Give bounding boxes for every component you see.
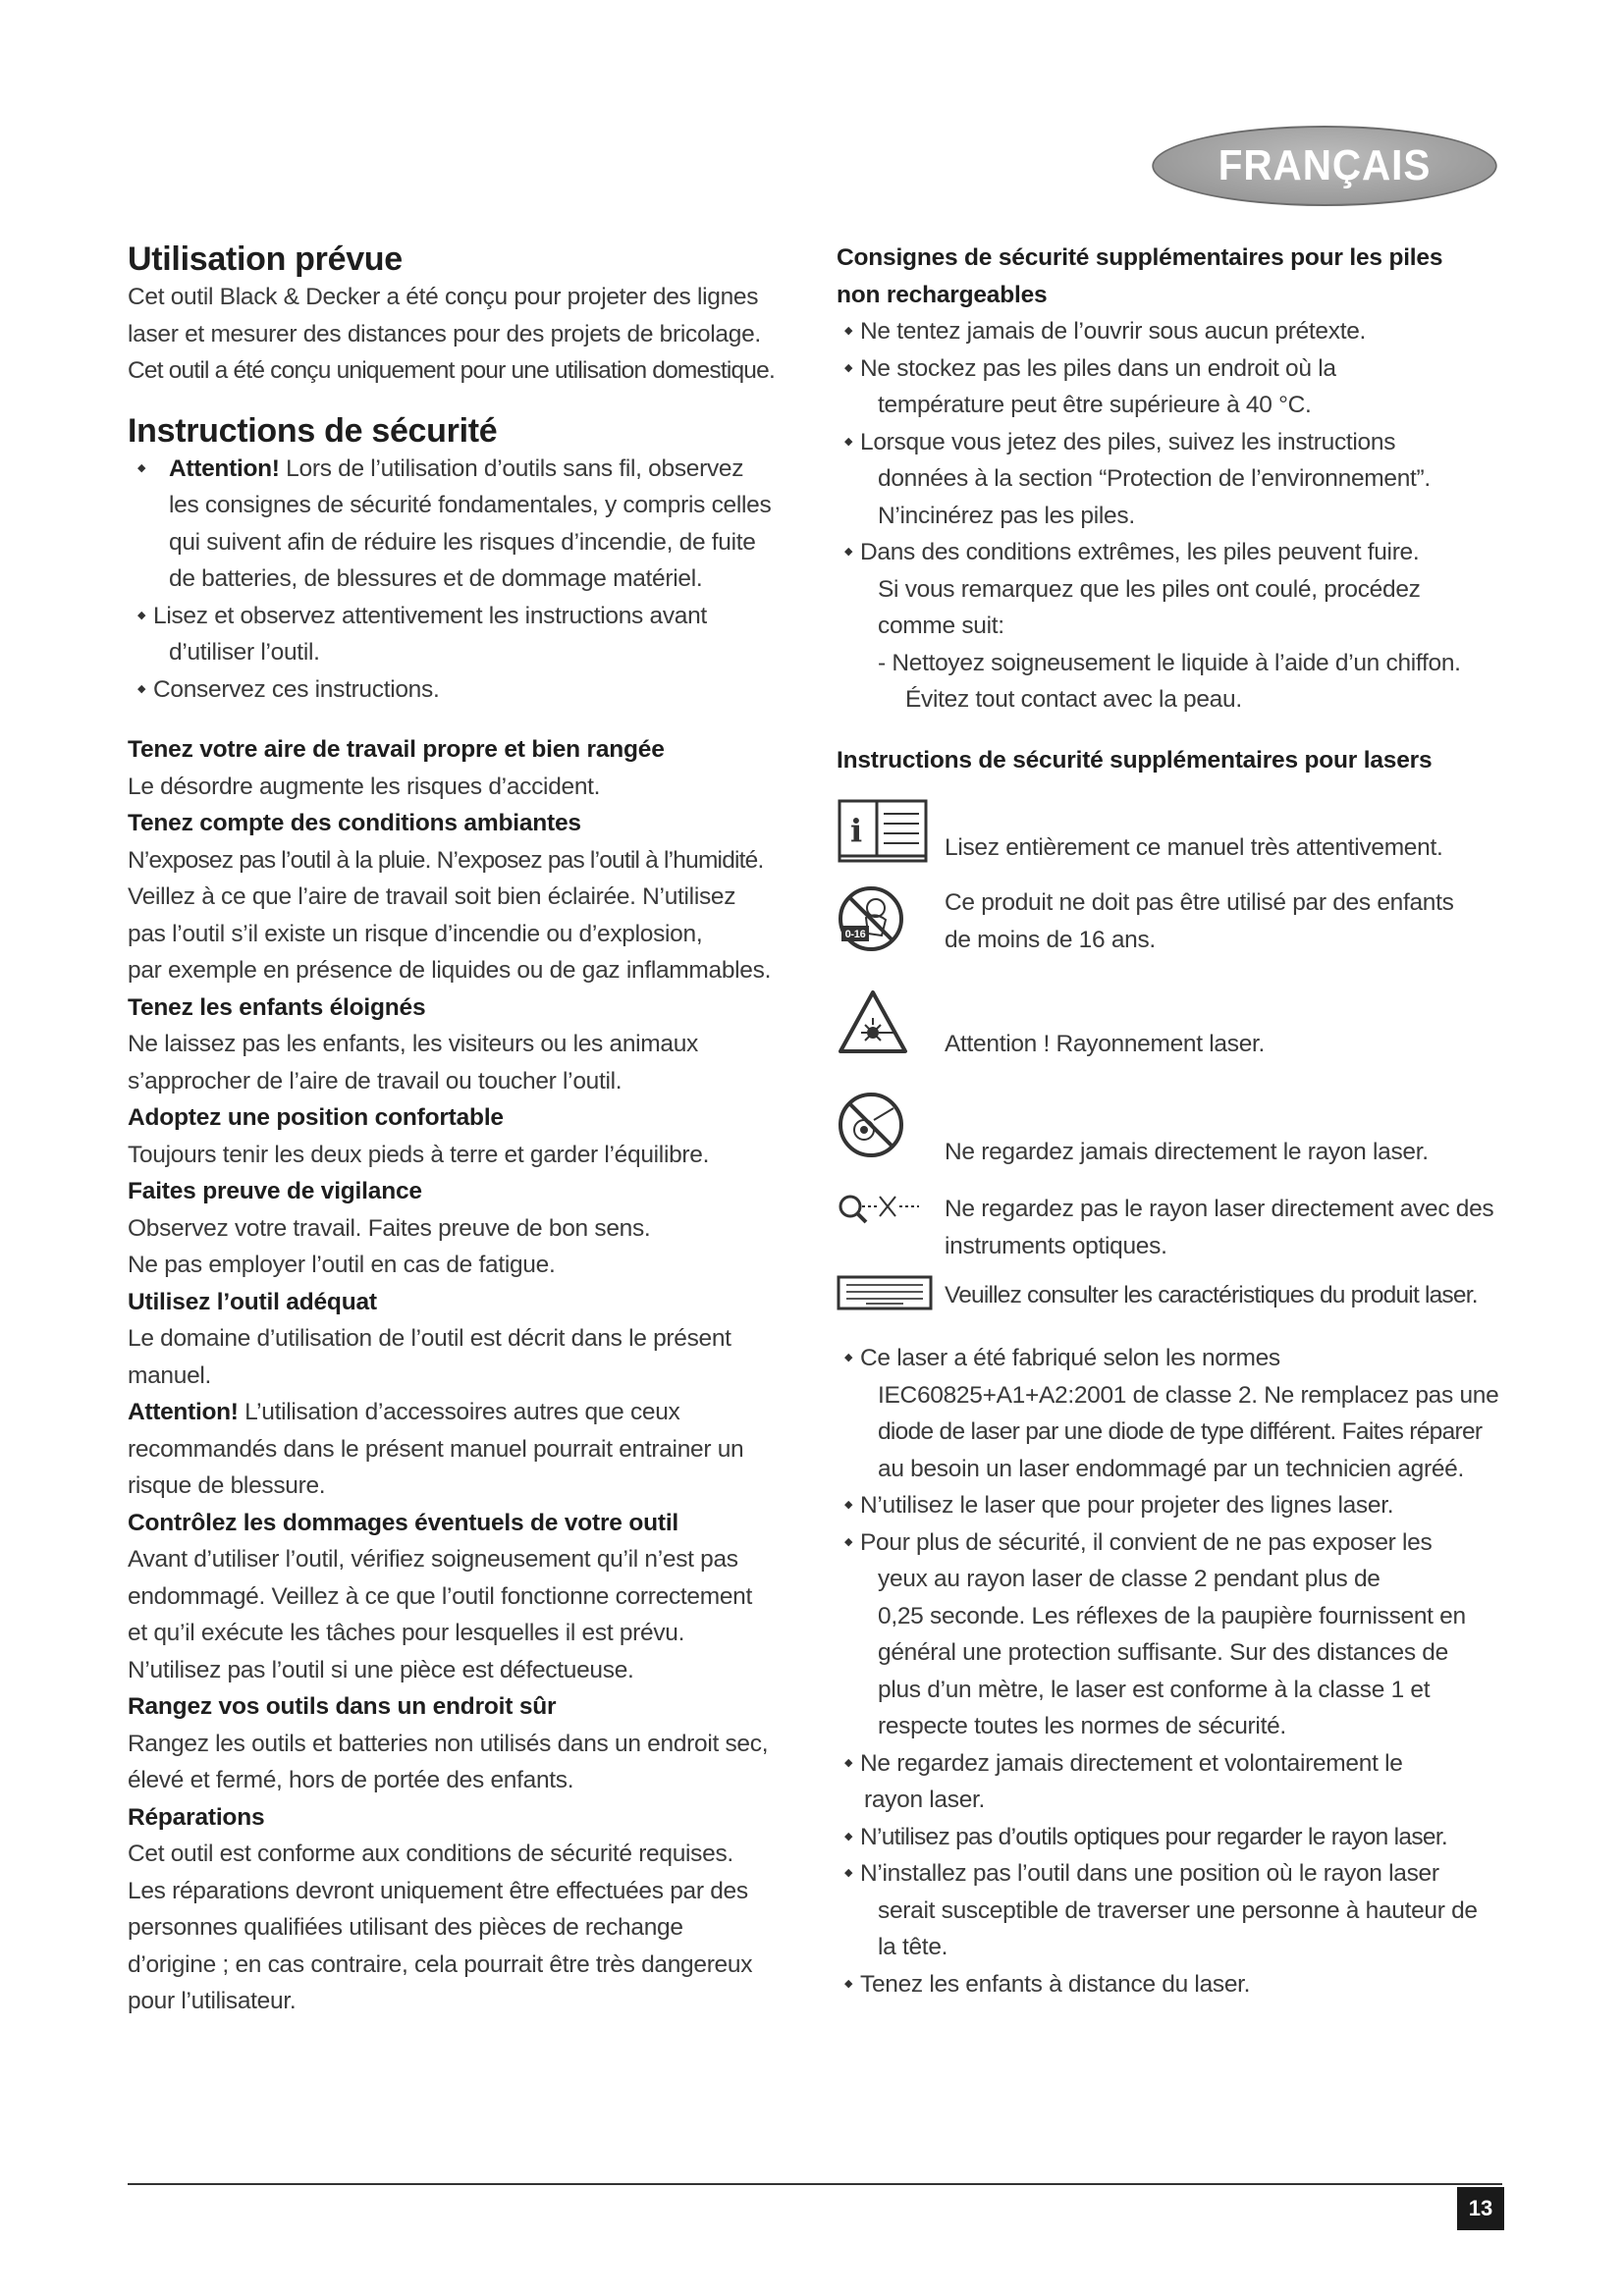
- section-line: s’approcher de l’aire de travail ou toucher l’outil.: [128, 1067, 623, 1095]
- battery-dash: - Nettoyez soigneusement le liquide à l’aide d’un chiffon.: [878, 649, 1461, 676]
- laser-cont: rayon laser.: [864, 1787, 986, 1813]
- section-line: endommagé. Veillez à ce que l’outil fonctionne correctement: [128, 1582, 753, 1610]
- section-line: recommandés dans le présent manuel pourrait entrainer un: [128, 1435, 744, 1463]
- section-line: N’exposez pas l’outil à la pluie. N’exposez pas l’outil à l’humidité.: [128, 846, 764, 874]
- safety-warning-item: [128, 451, 795, 488]
- battery-cont: données à la section “Protection de l’environnement”.: [878, 465, 1431, 492]
- keep-instructions-item: [137, 671, 795, 709]
- symbol-text: [945, 1191, 1504, 1264]
- warning-cont: de batteries, de blessures et de dommage matériel.: [169, 565, 703, 592]
- symbol-text: Ne regardez jamais directement le rayon laser.: [945, 1139, 1429, 1165]
- symbol-text: Attention ! Rayonnement laser.: [945, 1031, 1266, 1057]
- symbol-row-optics: [837, 1191, 1504, 1259]
- laser-bullet: [844, 1855, 1504, 1893]
- warning-text: Lors de l’utilisation d’outils sans fil, observez: [279, 454, 744, 482]
- battery-bullet-text: Ne stockez pas les piles dans un endroit où la: [860, 354, 1336, 382]
- battery-bullet: [844, 534, 1504, 571]
- battery-cont: Si vous remarquez que les piles ont coulé, procédez: [878, 575, 1421, 603]
- section-title: Tenez compte des conditions ambiantes: [128, 810, 581, 836]
- symbol-text-line: instruments optiques.: [945, 1232, 1167, 1259]
- symbol-row-manual: [837, 798, 1504, 871]
- section-line: et qu’il exécute les tâches pour lesquelles il est prévu.: [128, 1620, 685, 1646]
- footer-rule: [128, 2183, 1502, 2185]
- section-line: Le désordre augmente les risques d’accident.: [128, 773, 601, 800]
- section-line: élevé et fermé, hors de portée des enfants.: [128, 1767, 574, 1793]
- section-line: N’utilisez pas l’outil si une pièce est défectueuse.: [128, 1656, 634, 1683]
- accessory-warning-label: Attention!: [128, 1399, 239, 1425]
- section-line: Ne pas employer l’outil en cas de fatigue.: [128, 1252, 556, 1278]
- right-column: [837, 240, 1504, 2002]
- laser-cont: diode de laser par une diode de type différent. Faites réparer: [878, 1418, 1483, 1445]
- laser-title: Instructions de sécurité supplémentaires pour lasers: [837, 746, 1433, 774]
- battery-dash-cont: Évitez tout contact avec la peau.: [905, 686, 1242, 713]
- section-line: Rangez les outils et batteries non utilisés dans un endroit sec,: [128, 1730, 769, 1757]
- laser-bullet-text: Ce laser a été fabriqué selon les normes: [860, 1345, 1280, 1371]
- laser-bullet-text: Tenez les enfants à distance du laser.: [860, 1970, 1251, 1998]
- symbol-text: Veuillez consulter les caractéristiques du produit laser.: [945, 1282, 1478, 1308]
- section-title: Utilisez l’outil adéquat: [128, 1288, 377, 1315]
- intended-use-line: Cet outil Black & Decker a été conçu pour projeter des lignes: [128, 284, 759, 310]
- laser-cont: yeux au rayon laser de classe 2 pendant plus de: [878, 1566, 1380, 1592]
- section-line: pour l’utilisateur.: [128, 1988, 297, 2014]
- battery-bullet-text: Lorsque vous jetez des piles, suivez les instructions: [860, 428, 1396, 455]
- battery-bullet-text: Dans des conditions extrêmes, les piles peuvent fuire.: [860, 539, 1420, 565]
- no-stare-icon: [837, 1091, 905, 1159]
- laser-cont: 0,25 seconde. Les réflexes de la paupière fournissent en: [878, 1602, 1466, 1629]
- laser-warning-icon: [837, 988, 909, 1057]
- symbol-text: Lisez entièrement ce manuel très attentivement.: [945, 834, 1443, 861]
- read-instructions-item: [137, 598, 795, 635]
- section-line: d’origine ; en cas contraire, cela pourrait être très dangereux: [128, 1950, 753, 1978]
- section-title: Tenez les enfants éloignés: [128, 993, 426, 1021]
- laser-cont: au besoin un laser endommagé par un technicien agréé.: [878, 1455, 1465, 1482]
- laser-bullet: [844, 1745, 1504, 1783]
- section-line: Les réparations devront uniquement être effectuées par des: [128, 1877, 748, 1904]
- symbol-text-line: de moins de 16 ans.: [945, 926, 1156, 953]
- battery-bullet: [844, 424, 1504, 461]
- laser-bullet: [844, 1819, 1504, 1856]
- warning-cont: qui suivent afin de réduire les risques d’incendie, de fuite: [169, 528, 756, 556]
- intended-use-title: Utilisation prévue: [128, 240, 403, 278]
- safety-title: Instructions de sécurité: [128, 411, 498, 450]
- keep-line: Conservez ces instructions.: [153, 675, 440, 703]
- laser-cont: général une protection suffisante. Sur des distances de: [878, 1639, 1448, 1666]
- battery-cont: comme suit:: [878, 613, 1004, 639]
- accessory-warning: [128, 1394, 795, 1431]
- section-line: risque de blessure.: [128, 1472, 326, 1499]
- read-line: Lisez et observez attentivement les instructions avant: [153, 602, 707, 629]
- section-title: Faites preuve de vigilance: [128, 1178, 422, 1204]
- language-tab: FRANÇAIS: [1152, 126, 1496, 206]
- section-line: Le domaine d’utilisation de l’outil est décrit dans le présent: [128, 1325, 731, 1352]
- laser-bullet-text: Pour plus de sécurité, il convient de ne pas exposer les: [860, 1528, 1433, 1556]
- warning-cont: les consignes de sécurité fondamentales, y compris celles: [169, 492, 772, 518]
- laser-cont: respecte toutes les normes de sécurité.: [878, 1713, 1286, 1739]
- laser-bullet: [844, 1966, 1504, 2003]
- accessory-warning-text: L’utilisation d’accessoires autres que ceux: [238, 1399, 680, 1425]
- optical-instrument-icon: [837, 1191, 927, 1230]
- section-line: Ne laissez pas les enfants, les visiteurs ou les animaux: [128, 1031, 699, 1057]
- section-title: Contrôlez les dommages éventuels de votre outil: [128, 1509, 679, 1536]
- section-title: Rangez vos outils dans un endroit sûr: [128, 1693, 557, 1720]
- battery-cont: température peut être supérieure à 40 °C.: [878, 392, 1312, 418]
- page-number: 13: [1457, 2187, 1504, 2230]
- laser-bullet-text: N’installez pas l’outil dans une position où le rayon laser: [860, 1860, 1439, 1887]
- read-manual-icon: [837, 798, 931, 867]
- laser-cont: serait susceptible de traverser une personne à hauteur de: [878, 1896, 1478, 1924]
- section-title: Adoptez une position confortable: [128, 1104, 504, 1131]
- section-line: par exemple en présence de liquides ou de gaz inflammables.: [128, 957, 772, 984]
- warning-label: Attention!: [169, 454, 280, 482]
- laser-bullet: [844, 1487, 1504, 1524]
- laser-cont: plus d’un mètre, le laser est conforme à la classe 1 et: [878, 1676, 1431, 1703]
- laser-bullet: [844, 1524, 1504, 1562]
- section-title: Tenez votre aire de travail propre et bien rangée: [128, 736, 665, 763]
- read-cont: d’utiliser l’outil.: [169, 639, 320, 666]
- laser-bullet-text: Ne regardez jamais directement et volontairement le: [860, 1749, 1403, 1777]
- symbol-text: [945, 884, 1504, 958]
- section-line: Avant d’utiliser l’outil, vérifiez soigneusement qu’il n’est pas: [128, 1546, 738, 1573]
- symbol-row-children: [837, 884, 1504, 963]
- svg-text:i: i: [850, 812, 862, 849]
- batteries-title: non rechargeables: [837, 281, 1048, 308]
- section-line: pas l’outil s’il existe un risque d’incendie ou d’explosion,: [128, 920, 703, 947]
- battery-bullet-text: Ne tentez jamais de l’ouvrir sous aucun prétexte.: [860, 318, 1367, 345]
- symbol-text-line: Ne regardez pas le rayon laser directement avec des: [945, 1196, 1494, 1222]
- section-line: manuel.: [128, 1362, 212, 1389]
- section-line: Cet outil est conforme aux conditions de sécurité requises.: [128, 1841, 733, 1867]
- laser-bullet-text: N’utilisez le laser que pour projeter des lignes laser.: [860, 1492, 1394, 1519]
- symbol-row-radiation: [837, 988, 1504, 1067]
- batteries-title: Consignes de sécurité supplémentaires pour les piles: [837, 244, 1443, 271]
- no-children-icon: [837, 884, 905, 953]
- battery-bullet: [844, 350, 1504, 388]
- symbol-text-line: Ce produit ne doit pas être utilisé par des enfants: [945, 889, 1454, 916]
- laser-cont: la tête.: [878, 1934, 948, 1960]
- intended-use-line: Cet outil a été conçu uniquement pour une utilisation domestique.: [128, 357, 775, 384]
- laser-bullet: [844, 1340, 1504, 1377]
- laser-cont: IEC60825+A1+A2:2001 de classe 2. Ne remplacez pas une: [878, 1381, 1499, 1409]
- symbol-row-label: [837, 1273, 1504, 1316]
- laser-bullet-text: N’utilisez pas d’outils optiques pour regarder le rayon laser.: [860, 1823, 1448, 1850]
- battery-cont: N’incinérez pas les piles.: [878, 502, 1135, 529]
- section-line: Observez votre travail. Faites preuve de bon sens.: [128, 1214, 651, 1242]
- symbol-row-no-stare: [837, 1091, 1504, 1173]
- section-line: Toujours tenir les deux pieds à terre et garder l’équilibre.: [128, 1141, 710, 1168]
- age-badge: 0-16: [844, 929, 866, 940]
- intended-use-line: laser et mesurer des distances pour des projets de bricolage.: [128, 320, 761, 347]
- battery-bullet: [844, 313, 1504, 350]
- section-line: Veillez à ce que l’aire de travail soit bien éclairée. N’utilisez: [128, 883, 736, 910]
- section-line: personnes qualifiées utilisant des pièces de rechange: [128, 1914, 683, 1941]
- laser-label-icon: [837, 1273, 933, 1312]
- section-title: Réparations: [128, 1803, 265, 1831]
- left-column: [128, 240, 795, 2020]
